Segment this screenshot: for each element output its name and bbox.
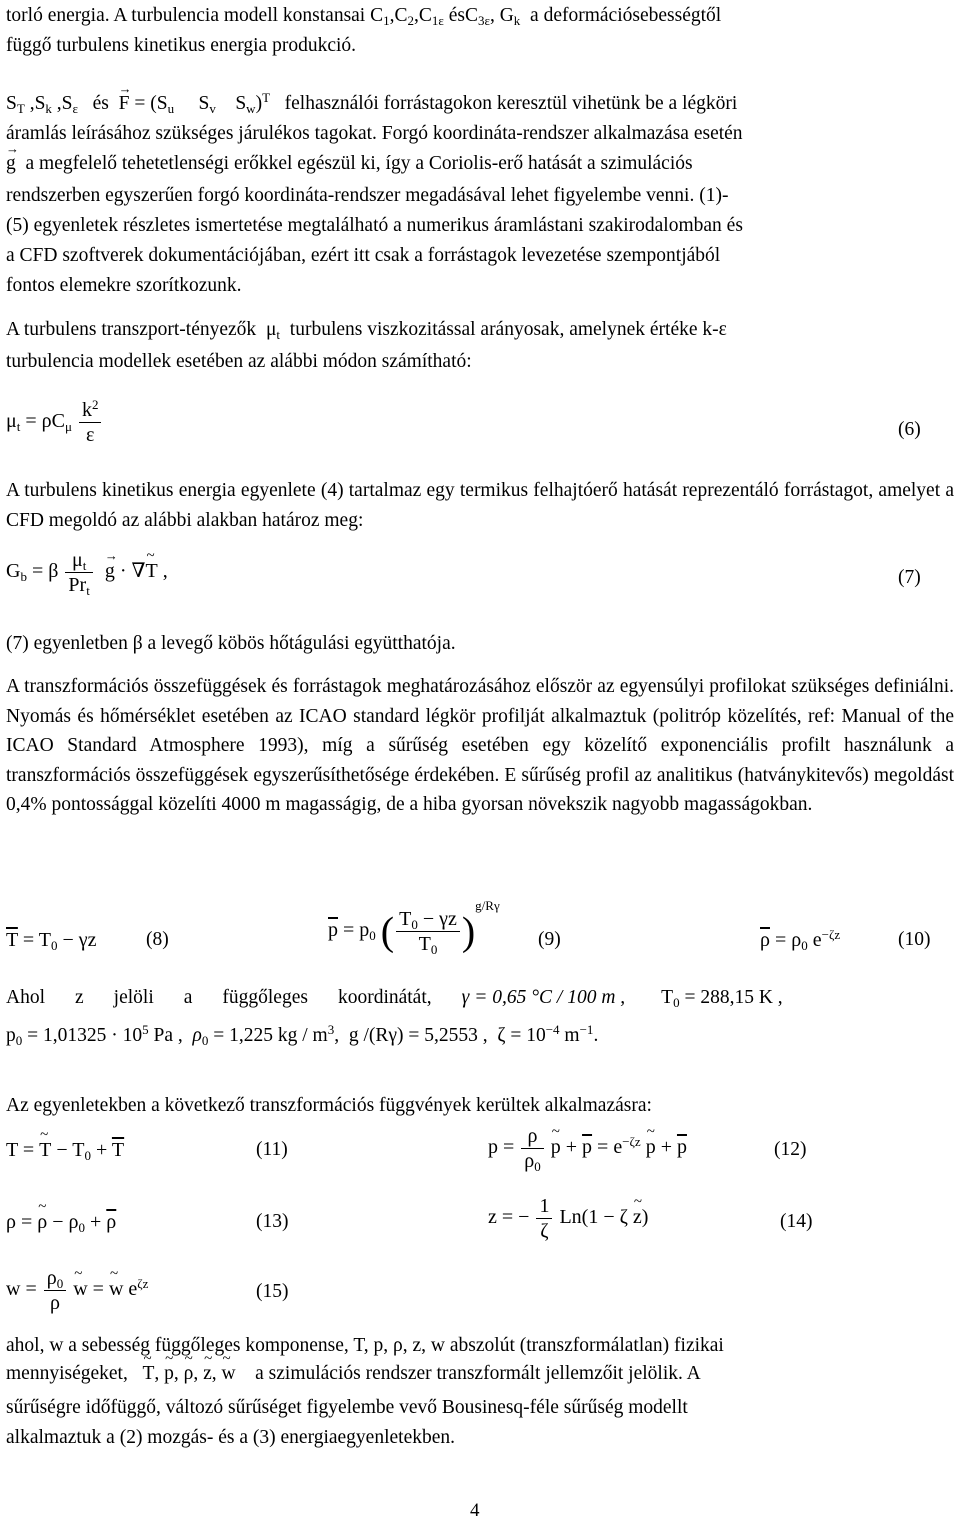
- equation-11: T = ~ $T - T_0 + \overline{T}$: [6, 1138, 124, 1162]
- text-line: a CFD szoftverek dokumentációjában, ezért itt csak a forrástagok levezetése szempontjából: [6, 245, 721, 266]
- equation-10: $\overline{\rho} = \rho_0$ $e^{-\zeta z}$: [760, 927, 841, 953]
- text-line: → g a megfelelő tehetetlenségi erőkkel egészül ki, így a Coriolis-erő hatását a szimulációs: [6, 152, 693, 176]
- equation-6: $\mu_t = \rho C_\mu$ $\frac{k^2}{\varepsilon}$: [6, 398, 103, 447]
- text-line: Az egyenletekben a következő transzformációs függvények kerültek alkalmazásra:: [6, 1095, 652, 1116]
- text-line: torló energia. A turbulencia modell konstansai $C_1,C_2,C_{1\varepsilon}$ ésC$_{3\varepsilon}$, $G_k$ a deformációsebességtől: [6, 5, 722, 28]
- equation-number: (15): [256, 1281, 289, 1302]
- text-line: turbulencia modellek esetében az alábbi módon számítható:: [6, 351, 472, 372]
- equation-number: (10): [898, 929, 931, 950]
- equation-12: p = $\frac{\rho}{\rho_0}$ ~ $p + \overline{p} = e^{-\zeta z}$ ~ $p + \overline{p}$: [488, 1124, 687, 1173]
- text-line: függő turbulens kinetikus energia produkció.: [6, 35, 357, 56]
- equation-number: (13): [256, 1211, 289, 1232]
- text-line: alkalmaztuk a (2) mozgás- és a (3) energiaegyenletekben.: [6, 1427, 456, 1448]
- text-line: (5) egyenletek részletes ismertetése megtalálható a numerikus áramlástani szakirodalomban és: [6, 215, 743, 236]
- text-line: A turbulens transzport-tényezők $\mu_t$ turbulens viszkozitással arányosak, amelynek értéke k-ε: [6, 319, 727, 342]
- equation-number: (8): [146, 929, 169, 950]
- text-line: $p_0 = 1,01325 \cdot 10^5$ Pa , $\rho_0 = 1,225$ kg / $m^3$, g /(Rγ) = 5,2553 , $\zeta = 10^{-4}$ $m^{-1}$.: [6, 1022, 599, 1048]
- text-line: ahol, w a sebesség függőleges komponense, T, p, ρ, z, w abszolút (transzformálatlan) fizikai: [6, 1335, 724, 1356]
- equation-number: (11): [256, 1139, 288, 1160]
- equation-13: ρ = ~ $\rho - \rho_0 + \overline{\rho}$: [6, 1210, 116, 1234]
- equation-14: z = − $\frac{1}{\zeta}$ Ln(1 − ζ ~ z): [488, 1194, 648, 1243]
- text-line: fontos elemekre szorítkozunk.: [6, 275, 242, 296]
- equation-9: $\overline{p} = p_0$ ( $\frac{T_0 - \gamma z}{T_0}$ )$^{g/R\gamma}$: [328, 898, 500, 957]
- text-line: sűrűségre időfüggő, változó sűrűséget figyelembe vevő Bousinesq-féle sűrűség modellt: [6, 1397, 688, 1418]
- equation-number: (9): [538, 929, 561, 950]
- text-line: mennyiségeket, ~ T, ~ p, ~ ρ, ~ z, ~ w a szimulációs rendszer transzformált jellemzőit jelölik. A: [6, 1362, 701, 1386]
- paragraph: A transzformációs összefüggések és forrástagok meghatározásához először az egyensúlyi profilokat szükséges definiálni. Nyomás és hőmérséklet esetében az ICAO standard légkör profilját alkalmaztuk (politróp közelítés, ref: Manual of the ICAO Standard Atmosphere 1993), míg a sűrűség esetében egy közelítő exponenciális profilt használunk a transzformációs összefüggések egyszerűsíthetősége érdekében. E sűrűség profil az analitikus (hatványkitevős) megoldást 0,4% pontossággal közelíti 4000 m magasságig, de a hiba gyorsan növekszik nagyobb magasságokban.: [6, 676, 954, 815]
- text-line: rendszerben egyszerűen forgó koordináta-rendszer megadásával lehet figyelembe venni. (1)-: [6, 185, 729, 206]
- equation-8: $\overline{T} = T_0 - \gamma z$: [6, 929, 97, 953]
- text-line: Ahol z jelöli a függőleges koordinátát, γ = 0,65 °C / 100 m , $T_0 = 288,15$ K ,: [6, 987, 783, 1010]
- paragraph: A turbulens kinetikus energia egyenlete (4) tartalmaz egy termikus felhajtóerő hatását reprezentáló forrástagot, amelyet a CFD megoldó az alábbi alakban határoz meg:: [6, 480, 954, 531]
- equation-7: $G_b = \beta$ $\frac{\mu_t}{Pr_t}$ → g · ∇~ T ,: [6, 548, 168, 597]
- page-number: 4: [470, 1500, 480, 1521]
- text-line: $S_T$ $,S_k$ $,S_\varepsilon$ és → $F = (S_u$ $S_v$ $S_w)^T$ felhasználói forrástagokon keresztül vihetünk be a légköri: [6, 92, 737, 116]
- equation-number: (12): [774, 1139, 807, 1160]
- equation-15: w = $\frac{\rho_0}{\rho}$ ~ w = ~ w $e^{\zeta z}$: [6, 1266, 148, 1315]
- text-line: (7) egyenletben β a levegő köbös hőtágulási együtthatója.: [6, 633, 456, 654]
- equation-number: (14): [780, 1211, 813, 1232]
- equation-number: (6): [898, 419, 921, 440]
- equation-number: (7): [898, 567, 921, 588]
- text-line: áramlás leírásához szükséges járulékos tagokat. Forgó koordináta-rendszer alkalmazása esetén: [6, 123, 743, 144]
